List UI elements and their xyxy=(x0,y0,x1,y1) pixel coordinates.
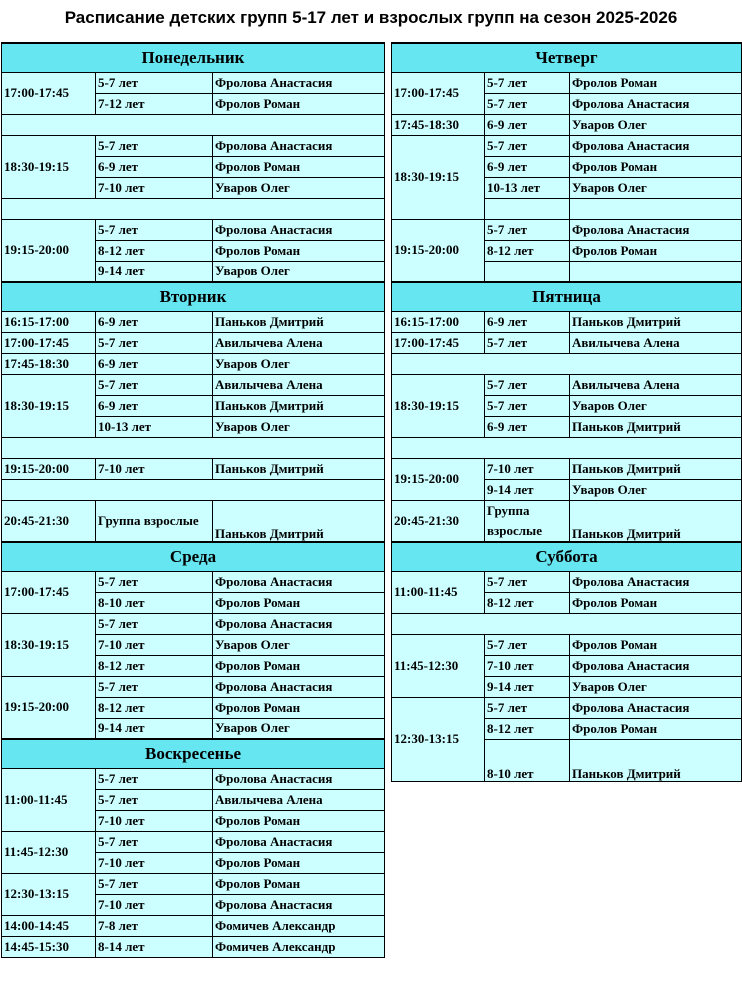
age-group: 5-7 лет xyxy=(485,634,570,655)
age-group: 7-10 лет xyxy=(96,458,213,479)
schedule-row xyxy=(392,571,742,592)
age-group xyxy=(485,261,570,282)
age-group: 6-9 лет xyxy=(96,395,213,416)
age-group: 5-7 лет xyxy=(485,571,570,592)
coach-name: Фомичев Александр xyxy=(213,936,385,957)
schedule-row xyxy=(2,613,385,634)
coach-name: Фролов Роман xyxy=(213,592,385,613)
time-slot: 17:00-17:45 xyxy=(2,571,96,613)
age-group: 5-7 лет xyxy=(485,332,570,353)
age-group: 5-7 лет xyxy=(96,135,213,156)
time-slot: 19:15-20:00 xyxy=(2,458,96,479)
coach-name: Уваров Олег xyxy=(570,676,742,697)
age-group: 5-7 лет xyxy=(96,676,213,697)
age-group: 7-10 лет xyxy=(96,810,213,831)
time-slot: 17:45-18:30 xyxy=(392,114,485,135)
coach-name: Фомичев Александр xyxy=(213,915,385,936)
time-slot: 17:00-17:45 xyxy=(2,332,96,353)
coach-name: Фролова Анастасия xyxy=(213,72,385,93)
time-slot: 20:45-21:30 xyxy=(392,500,485,542)
age-group: 7-10 лет xyxy=(96,177,213,198)
day-header: Воскресенье xyxy=(2,739,385,768)
age-group: 5-7 лет xyxy=(96,831,213,852)
age-group: 5-7 лет xyxy=(485,93,570,114)
coach-name: Фролова Анастасия xyxy=(570,93,742,114)
gap-row xyxy=(2,479,385,500)
schedule-row xyxy=(392,332,742,353)
time-slot: 19:15-20:00 xyxy=(2,676,96,739)
time-slot: 18:30-19:15 xyxy=(2,374,96,437)
age-group: 5-7 лет xyxy=(96,332,213,353)
age-group: 7-10 лет xyxy=(96,894,213,915)
time-slot: 16:15-17:00 xyxy=(2,311,96,332)
time-slot: 18:30-19:15 xyxy=(2,613,96,676)
time-slot: 11:00-11:45 xyxy=(392,571,485,613)
time-slot: 12:30-13:15 xyxy=(2,873,96,915)
schedule-row xyxy=(2,676,385,697)
coach-name: Фролова Анастасия xyxy=(213,768,385,789)
coach-name: Паньков Дмитрий xyxy=(570,311,742,332)
age-group: 8-12 лет xyxy=(96,697,213,718)
coach-name: Уваров Олег xyxy=(213,416,385,437)
schedule-row xyxy=(392,72,742,93)
coach-name: Паньков Дмитрий xyxy=(213,311,385,332)
schedule-row xyxy=(2,873,385,894)
time-slot: 11:00-11:45 xyxy=(2,768,96,831)
age-group: 8-12 лет xyxy=(485,592,570,613)
time-slot: 17:00-17:45 xyxy=(392,72,485,114)
age-group: 6-9 лет xyxy=(485,311,570,332)
age-group: 5-7 лет xyxy=(96,613,213,634)
coach-name: Паньков Дмитрий xyxy=(213,395,385,416)
page-title: Расписание детских групп 5-17 лет и взрослых групп на сезон 2025-2026 xyxy=(64,8,678,27)
coach-name: Фролова Анастасия xyxy=(213,676,385,697)
schedule-row xyxy=(2,500,385,542)
time-slot: 20:45-21:30 xyxy=(2,500,96,542)
coach-name: Фролов Роман xyxy=(213,156,385,177)
coach-name: Авилычева Алена xyxy=(570,332,742,353)
age-group: 5-7 лет xyxy=(96,873,213,894)
coach-name: Фролов Роман xyxy=(213,852,385,873)
coach-name xyxy=(570,261,742,282)
coach-name: Авилычева Алена xyxy=(213,332,385,353)
time-slot: 18:30-19:15 xyxy=(2,135,96,198)
age-group: 8-12 лет xyxy=(485,718,570,739)
coach-name: Фролова Анастасия xyxy=(213,219,385,240)
coach-name: Уваров Олег xyxy=(570,177,742,198)
age-group: 5-7 лет xyxy=(485,697,570,718)
age-group: Группа взрослые xyxy=(96,500,213,542)
age-group: 9-14 лет xyxy=(96,261,213,282)
schedule-table-left xyxy=(1,42,385,958)
coach-name: Паньков Дмитрий xyxy=(213,500,385,542)
coach-name: Авилычева Алена xyxy=(570,374,742,395)
time-slot: 11:45-12:30 xyxy=(2,831,96,873)
age-group: 9-14 лет xyxy=(485,676,570,697)
coach-name: Фролов Роман xyxy=(213,240,385,261)
time-slot: 19:15-20:00 xyxy=(392,458,485,500)
time-slot: 17:45-18:30 xyxy=(2,353,96,374)
age-group: 8-12 лет xyxy=(96,240,213,261)
schedule-row xyxy=(2,831,385,852)
coach-name: Паньков Дмитрий xyxy=(213,458,385,479)
coach-name: Фролова Анастасия xyxy=(570,697,742,718)
schedule-row xyxy=(2,135,385,156)
coach-name xyxy=(570,198,742,219)
coach-name: Фролов Роман xyxy=(570,240,742,261)
coach-name: Фролов Роман xyxy=(213,93,385,114)
schedule-row xyxy=(392,219,742,240)
schedule-row xyxy=(392,458,742,479)
age-group: 5-7 лет xyxy=(96,571,213,592)
age-group: 5-7 лет xyxy=(485,135,570,156)
coach-name: Паньков Дмитрий xyxy=(570,416,742,437)
coach-name: Фролов Роман xyxy=(570,156,742,177)
coach-name: Фролова Анастасия xyxy=(570,571,742,592)
age-group: 6-9 лет xyxy=(96,156,213,177)
coach-name: Фролов Роман xyxy=(213,873,385,894)
schedule-row xyxy=(392,634,742,655)
age-group: 6-9 лет xyxy=(96,311,213,332)
coach-name: Фролова Анастасия xyxy=(213,613,385,634)
day-header: Четверг xyxy=(392,43,742,72)
gap-row xyxy=(392,353,742,374)
time-slot: 17:00-17:45 xyxy=(392,332,485,353)
coach-name: Уваров Олег xyxy=(570,114,742,135)
coach-name: Фролов Роман xyxy=(570,72,742,93)
age-group: 8-10 лет xyxy=(485,739,570,781)
schedule-row xyxy=(2,458,385,479)
day-header: Среда xyxy=(2,542,385,571)
coach-name: Уваров Олег xyxy=(213,261,385,282)
coach-name: Фролов Роман xyxy=(213,697,385,718)
gap-row xyxy=(392,437,742,458)
age-group xyxy=(485,198,570,219)
coach-name: Фролова Анастасия xyxy=(213,831,385,852)
coach-name: Фролова Анастасия xyxy=(570,655,742,676)
coach-name: Фролов Роман xyxy=(570,592,742,613)
schedule-row xyxy=(2,374,385,395)
coach-name: Фролов Роман xyxy=(213,810,385,831)
age-group: 8-14 лет xyxy=(96,936,213,957)
schedule-row xyxy=(2,915,385,936)
time-slot: 14:00-14:45 xyxy=(2,915,96,936)
coach-name: Уваров Олег xyxy=(570,479,742,500)
age-group: 5-7 лет xyxy=(485,374,570,395)
day-header: Понедельник xyxy=(2,43,385,72)
schedule-row xyxy=(2,219,385,240)
coach-name: Уваров Олег xyxy=(213,634,385,655)
age-group: 5-7 лет xyxy=(96,768,213,789)
schedule-row xyxy=(392,697,742,718)
time-slot: 16:15-17:00 xyxy=(392,311,485,332)
schedule-row xyxy=(2,72,385,93)
age-group: 8-12 лет xyxy=(485,240,570,261)
age-group: 5-7 лет xyxy=(96,219,213,240)
schedule-row xyxy=(392,135,742,156)
coach-name: Фролова Анастасия xyxy=(213,894,385,915)
age-group: 7-10 лет xyxy=(96,852,213,873)
schedule-row xyxy=(2,571,385,592)
coach-name: Фролова Анастасия xyxy=(570,135,742,156)
age-group: 5-7 лет xyxy=(485,72,570,93)
gap-row xyxy=(392,613,742,634)
coach-name: Уваров Олег xyxy=(213,718,385,739)
time-slot: 11:45-12:30 xyxy=(392,634,485,697)
age-group: Группа взрослые xyxy=(485,500,570,542)
schedule-row xyxy=(2,353,385,374)
gap-row xyxy=(2,114,385,135)
schedule-row xyxy=(392,114,742,135)
schedule-row xyxy=(2,311,385,332)
coach-name: Фролова Анастасия xyxy=(570,219,742,240)
schedule-row xyxy=(392,374,742,395)
age-group: 9-14 лет xyxy=(96,718,213,739)
time-slot: 19:15-20:00 xyxy=(392,219,485,282)
coach-name: Фролова Анастасия xyxy=(213,571,385,592)
coach-name: Уваров Олег xyxy=(213,177,385,198)
age-group: 5-7 лет xyxy=(485,395,570,416)
coach-name: Уваров Олег xyxy=(570,395,742,416)
schedule-row xyxy=(2,936,385,957)
day-header: Пятница xyxy=(392,282,742,311)
age-group: 7-8 лет xyxy=(96,915,213,936)
age-group: 5-7 лет xyxy=(96,374,213,395)
age-group: 8-12 лет xyxy=(96,655,213,676)
coach-name: Авилычева Алена xyxy=(213,374,385,395)
age-group: 6-9 лет xyxy=(96,353,213,374)
time-slot: 17:00-17:45 xyxy=(2,72,96,114)
age-group: 5-7 лет xyxy=(485,219,570,240)
schedule-row xyxy=(392,500,742,542)
time-slot: 12:30-13:15 xyxy=(392,697,485,781)
day-header: Суббота xyxy=(392,542,742,571)
coach-name: Авилычева Алена xyxy=(213,789,385,810)
coach-name: Фролова Анастасия xyxy=(213,135,385,156)
schedule-row xyxy=(392,311,742,332)
age-group: 7-10 лет xyxy=(96,634,213,655)
schedule-row xyxy=(2,768,385,789)
coach-name: Паньков Дмитрий xyxy=(570,458,742,479)
age-group: 5-7 лет xyxy=(96,72,213,93)
schedule-table-right xyxy=(391,42,742,782)
age-group: 10-13 лет xyxy=(96,416,213,437)
age-group: 6-9 лет xyxy=(485,416,570,437)
time-slot: 14:45-15:30 xyxy=(2,936,96,957)
age-group: 7-10 лет xyxy=(485,655,570,676)
coach-name: Уваров Олег xyxy=(213,353,385,374)
coach-name: Паньков Дмитрий xyxy=(570,500,742,542)
age-group: 5-7 лет xyxy=(96,789,213,810)
age-group: 7-10 лет xyxy=(485,458,570,479)
age-group: 8-10 лет xyxy=(96,592,213,613)
gap-row xyxy=(2,437,385,458)
age-group: 9-14 лет xyxy=(485,479,570,500)
age-group: 6-9 лет xyxy=(485,114,570,135)
day-header: Вторник xyxy=(2,282,385,311)
gap-row xyxy=(2,198,385,219)
coach-name: Паньков Дмитрий xyxy=(570,739,742,781)
coach-name: Фролов Роман xyxy=(570,718,742,739)
age-group: 7-12 лет xyxy=(96,93,213,114)
time-slot: 18:30-19:15 xyxy=(392,374,485,437)
schedule-row xyxy=(2,332,385,353)
coach-name: Фролов Роман xyxy=(570,634,742,655)
coach-name: Фролов Роман xyxy=(213,655,385,676)
time-slot: 19:15-20:00 xyxy=(2,219,96,282)
age-group: 10-13 лет xyxy=(485,177,570,198)
time-slot: 18:30-19:15 xyxy=(392,135,485,219)
age-group: 6-9 лет xyxy=(485,156,570,177)
